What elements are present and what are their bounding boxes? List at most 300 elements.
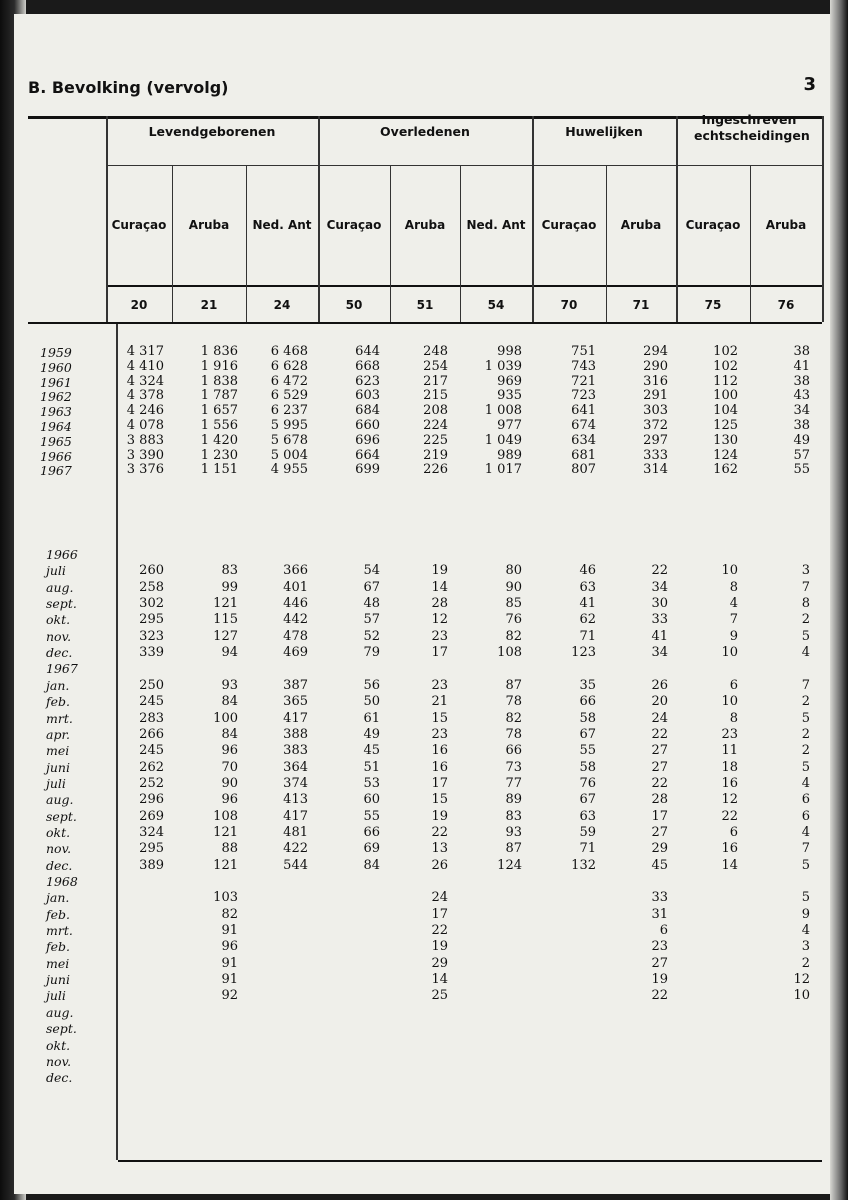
year-cell: 215 <box>423 388 448 404</box>
year-cell: 1 420 <box>200 432 238 448</box>
month-cell: 8 <box>729 710 738 726</box>
year-cell: 162 <box>713 462 738 478</box>
month-cell: 55 <box>363 808 380 824</box>
month-cell: 91 <box>221 972 238 988</box>
month-cell: 67 <box>579 792 596 808</box>
year-cell: 219 <box>423 447 448 463</box>
month-cell: 121 <box>213 824 238 840</box>
month-cell: 245 <box>139 743 164 759</box>
month-cell: 115 <box>213 612 238 628</box>
month-cell: 121 <box>213 857 238 873</box>
month-cell: 446 <box>283 596 308 612</box>
year-cell: 3 883 <box>126 432 164 448</box>
month-cell: 2 <box>801 726 810 742</box>
month-cell: 57 <box>363 612 380 628</box>
month-cell: 127 <box>213 628 238 644</box>
month-cell: 94 <box>221 645 238 661</box>
month-cell: 17 <box>431 645 448 661</box>
month-label: okt. <box>46 612 71 628</box>
month-label: okt. <box>46 1037 71 1053</box>
month-cell: 19 <box>431 939 448 955</box>
year-cell: 660 <box>355 418 380 433</box>
column-number: 75 <box>704 298 722 312</box>
month-cell: 22 <box>651 988 668 1004</box>
month-cell: 413 <box>283 792 308 808</box>
month-label: sept. <box>46 1021 77 1037</box>
year-cell: 1 151 <box>200 462 238 478</box>
month-cell: 73 <box>505 759 522 775</box>
month-cell: 302 <box>139 596 164 612</box>
month-cell: 5 <box>801 857 810 873</box>
month-cell: 5 <box>801 759 810 775</box>
month-cell: 469 <box>283 645 308 661</box>
month-cell: 9 <box>729 628 738 644</box>
group-underline <box>676 165 822 166</box>
year-cell: 217 <box>423 373 448 389</box>
month-cell: 31 <box>651 906 668 922</box>
month-cell: 66 <box>579 694 596 710</box>
month-cell: 15 <box>431 792 448 808</box>
month-cell: 2 <box>801 743 810 759</box>
month-label: sept. <box>46 596 77 612</box>
year-cell: 699 <box>355 462 380 478</box>
month-cell: 19 <box>651 972 668 988</box>
year-cell: 6 468 <box>270 344 308 359</box>
column-label: Curaçao <box>326 218 382 232</box>
month-cell: 6 <box>659 923 668 939</box>
month-cell: 58 <box>579 759 596 775</box>
month-cell: 41 <box>651 628 668 644</box>
year-cell: 290 <box>643 358 668 374</box>
month-cell: 6 <box>801 808 810 824</box>
month-cell: 7 <box>801 579 810 595</box>
month-label: apr. <box>46 726 71 742</box>
month-label: mrt. <box>46 710 73 726</box>
year-cell: 130 <box>713 432 738 448</box>
month-cell: 11 <box>721 743 738 759</box>
month-cell: 124 <box>497 857 522 873</box>
month-cell: 245 <box>139 694 164 710</box>
month-cell: 4 <box>801 775 810 791</box>
month-label: feb. <box>46 906 70 922</box>
month-cell: 41 <box>579 596 596 612</box>
month-cell: 35 <box>579 677 596 693</box>
year-cell: 124 <box>713 447 738 463</box>
year-cell: 208 <box>423 403 448 419</box>
header-bottom-rule <box>28 322 822 324</box>
month-cell: 29 <box>651 841 668 857</box>
month-label: feb. <box>46 939 70 955</box>
year-cell: 104 <box>713 403 738 419</box>
year-label: 1960 <box>40 359 72 375</box>
month-cell: 389 <box>139 857 164 873</box>
year-cell: 316 <box>643 373 668 389</box>
month-cell: 283 <box>139 710 164 726</box>
month-cell: 21 <box>431 694 448 710</box>
month-cell: 70 <box>221 759 238 775</box>
month-cell: 84 <box>363 857 380 873</box>
month-cell: 23 <box>431 677 448 693</box>
month-cell: 19 <box>431 563 448 579</box>
month-label: sept. <box>46 808 77 824</box>
month-cell: 18 <box>721 759 738 775</box>
month-cell: 69 <box>363 841 380 857</box>
month-cell: 84 <box>221 694 238 710</box>
month-cell: 262 <box>139 759 164 775</box>
month-label: jan. <box>46 677 70 693</box>
year-cell: 57 <box>793 447 810 463</box>
year-cell: 1 017 <box>484 462 522 478</box>
colnum-top-rule <box>106 285 822 287</box>
month-cell: 103 <box>213 890 238 906</box>
month-label: aug. <box>46 579 74 595</box>
month-cell: 383 <box>283 743 308 759</box>
column-label: Curaçao <box>685 218 741 232</box>
month-cell: 62 <box>579 612 596 628</box>
month-label: juli <box>46 988 66 1004</box>
year-cell: 969 <box>497 373 522 389</box>
month-cell: 366 <box>283 563 308 579</box>
column-number: 50 <box>345 298 363 312</box>
column-label: Aruba <box>188 218 230 232</box>
column-label: Curaçao <box>541 218 597 232</box>
year-cell: 674 <box>571 418 596 433</box>
year-label: 1961 <box>40 374 72 390</box>
year-cell: 102 <box>713 358 738 374</box>
month-cell: 26 <box>431 857 448 873</box>
month-cell: 17 <box>431 906 448 922</box>
month-cell: 16 <box>721 775 738 791</box>
month-cell: 387 <box>283 677 308 693</box>
month-cell: 54 <box>363 563 380 579</box>
month-cell: 66 <box>505 743 522 759</box>
column-label: Curaçao <box>111 218 167 232</box>
month-cell: 5 <box>801 628 810 644</box>
month-label: juni <box>46 972 70 988</box>
year-cell: 4 410 <box>126 358 164 374</box>
month-cell: 123 <box>571 645 596 661</box>
year-cell: 4 078 <box>126 418 164 433</box>
month-cell: 82 <box>221 906 238 922</box>
month-cell: 7 <box>729 612 738 628</box>
month-cell: 49 <box>363 726 380 742</box>
year-cell: 5 004 <box>270 447 308 463</box>
month-cell: 71 <box>579 841 596 857</box>
year-cell: 1 008 <box>484 403 522 419</box>
month-cell: 374 <box>283 775 308 791</box>
year-cell: 294 <box>643 344 668 359</box>
month-cell: 6 <box>729 677 738 693</box>
year-cell: 41 <box>793 358 810 374</box>
month-label: dec. <box>46 1070 73 1086</box>
month-cell: 295 <box>139 612 164 628</box>
month-cell: 58 <box>579 710 596 726</box>
month-cell: 56 <box>363 677 380 693</box>
month-cell: 252 <box>139 775 164 791</box>
month-cell: 87 <box>505 677 522 693</box>
month-cell: 266 <box>139 726 164 742</box>
month-cell: 365 <box>283 694 308 710</box>
month-cell: 401 <box>283 579 308 595</box>
year-cell: 1 838 <box>200 373 238 389</box>
month-cell: 15 <box>431 710 448 726</box>
month-cell: 388 <box>283 726 308 742</box>
month-cell: 23 <box>651 939 668 955</box>
group-heading: Huwelijken <box>565 124 643 139</box>
year-cell: 303 <box>643 403 668 419</box>
column-label: Aruba <box>404 218 446 232</box>
month-cell: 91 <box>221 955 238 971</box>
month-cell: 27 <box>651 759 668 775</box>
month-cell: 83 <box>505 808 522 824</box>
month-cell: 77 <box>505 775 522 791</box>
group-divider <box>822 116 824 322</box>
month-cell: 96 <box>221 792 238 808</box>
year-cell: 38 <box>793 373 810 389</box>
month-cell: 4 <box>801 923 810 939</box>
month-cell: 82 <box>505 710 522 726</box>
page-edge <box>830 0 848 1200</box>
year-cell: 6 628 <box>270 358 308 374</box>
month-cell: 79 <box>363 645 380 661</box>
year-cell: 333 <box>643 447 668 463</box>
column-number: 24 <box>273 298 291 312</box>
month-cell: 22 <box>651 563 668 579</box>
column-number: 54 <box>487 298 505 312</box>
column-label: Ned. Ant <box>252 218 312 232</box>
month-label: juli <box>46 563 66 579</box>
month-cell: 422 <box>283 841 308 857</box>
month-label: dec. <box>46 857 73 873</box>
month-cell: 7 <box>801 677 810 693</box>
month-cell: 8 <box>729 579 738 595</box>
month-cell: 34 <box>651 579 668 595</box>
year-cell: 6 472 <box>270 373 308 389</box>
month-cell: 27 <box>651 743 668 759</box>
year-label: 1963 <box>40 404 72 420</box>
month-cell: 59 <box>579 824 596 840</box>
year-cell: 1 039 <box>484 358 522 374</box>
year-cell: 38 <box>793 344 810 359</box>
month-cell: 34 <box>651 645 668 661</box>
month-cell: 323 <box>139 628 164 644</box>
month-cell: 50 <box>363 694 380 710</box>
month-cell: 20 <box>651 694 668 710</box>
month-cell: 91 <box>221 923 238 939</box>
year-cell: 1 556 <box>200 418 238 433</box>
column-number: 21 <box>200 298 218 312</box>
month-label: feb. <box>46 694 70 710</box>
month-cell: 82 <box>505 628 522 644</box>
month-cell: 55 <box>579 743 596 759</box>
year-cell: 644 <box>355 344 380 359</box>
month-cell: 17 <box>651 808 668 824</box>
year-cell: 696 <box>355 432 380 448</box>
month-cell: 339 <box>139 645 164 661</box>
month-label: 1966 <box>46 547 78 562</box>
month-cell: 295 <box>139 841 164 857</box>
month-cell: 5 <box>801 710 810 726</box>
section-title: B. Bevolking (vervolg) <box>28 78 229 97</box>
column-label: Aruba <box>620 218 662 232</box>
month-cell: 417 <box>283 710 308 726</box>
month-cell: 10 <box>793 988 810 1004</box>
year-cell: 254 <box>423 358 448 374</box>
year-cell: 5 995 <box>270 418 308 433</box>
year-cell: 664 <box>355 447 380 463</box>
month-cell: 33 <box>651 890 668 906</box>
month-cell: 88 <box>221 841 238 857</box>
month-cell: 478 <box>283 628 308 644</box>
month-cell: 63 <box>579 808 596 824</box>
year-cell: 623 <box>355 373 380 389</box>
month-cell: 63 <box>579 579 596 595</box>
month-cell: 23 <box>431 726 448 742</box>
month-cell: 76 <box>505 612 522 628</box>
month-cell: 324 <box>139 824 164 840</box>
month-cell: 96 <box>221 743 238 759</box>
month-label: nov. <box>46 628 72 644</box>
month-cell: 80 <box>505 563 522 579</box>
month-cell: 14 <box>431 972 448 988</box>
year-cell: 998 <box>497 344 522 359</box>
group-heading: Overledenen <box>380 124 470 139</box>
year-cell: 6 237 <box>270 403 308 419</box>
month-cell: 87 <box>505 841 522 857</box>
month-cell: 100 <box>213 710 238 726</box>
month-cell: 45 <box>651 857 668 873</box>
month-cell: 52 <box>363 628 380 644</box>
year-cell: 125 <box>713 418 738 433</box>
year-cell: 224 <box>423 418 448 433</box>
month-label: aug. <box>46 1004 74 1020</box>
year-cell: 681 <box>571 447 596 463</box>
month-cell: 10 <box>721 563 738 579</box>
month-cell: 83 <box>221 563 238 579</box>
month-cell: 3 <box>801 563 810 579</box>
month-cell: 27 <box>651 955 668 971</box>
year-cell: 3 390 <box>126 447 164 463</box>
group-heading: Levendgeborenen <box>148 124 276 139</box>
month-cell: 481 <box>283 824 308 840</box>
month-cell: 4 <box>729 596 738 612</box>
year-cell: 297 <box>643 432 668 448</box>
month-cell: 99 <box>221 579 238 595</box>
month-cell: 45 <box>363 743 380 759</box>
month-cell: 60 <box>363 792 380 808</box>
month-label: dec. <box>46 645 73 661</box>
year-cell: 4 324 <box>126 373 164 389</box>
month-cell: 9 <box>801 906 810 922</box>
month-cell: 28 <box>651 792 668 808</box>
year-cell: 43 <box>793 388 810 404</box>
month-cell: 16 <box>431 759 448 775</box>
month-cell: 260 <box>139 563 164 579</box>
month-cell: 258 <box>139 579 164 595</box>
month-cell: 33 <box>651 612 668 628</box>
month-cell: 51 <box>363 759 380 775</box>
month-label: 1967 <box>46 661 78 677</box>
year-label: 1964 <box>40 419 72 434</box>
group-underline <box>106 165 318 166</box>
month-cell: 2 <box>801 955 810 971</box>
month-cell: 6 <box>729 824 738 840</box>
year-cell: 1 916 <box>200 358 238 374</box>
column-number: 20 <box>130 298 148 312</box>
month-cell: 22 <box>431 923 448 939</box>
month-cell: 108 <box>213 808 238 824</box>
month-cell: 19 <box>431 808 448 824</box>
year-cell: 1 657 <box>200 403 238 419</box>
year-cell: 684 <box>355 403 380 419</box>
month-cell: 90 <box>221 775 238 791</box>
year-cell: 49 <box>793 432 810 448</box>
year-cell: 38 <box>793 418 810 433</box>
group-underline <box>532 165 676 166</box>
month-cell: 12 <box>793 972 810 988</box>
month-cell: 14 <box>431 579 448 595</box>
month-label: 1968 <box>46 874 78 889</box>
year-cell: 4 246 <box>126 403 164 419</box>
month-cell: 23 <box>721 726 738 742</box>
month-cell: 90 <box>505 579 522 595</box>
month-cell: 25 <box>431 988 448 1004</box>
month-cell: 66 <box>363 824 380 840</box>
month-cell: 89 <box>505 792 522 808</box>
year-cell: 641 <box>571 403 596 419</box>
year-label: 1959 <box>40 345 72 360</box>
month-cell: 22 <box>651 775 668 791</box>
group-heading: Ingeschreven echtscheidingen <box>694 112 810 143</box>
year-cell: 668 <box>355 358 380 374</box>
month-cell: 108 <box>497 645 522 661</box>
month-cell: 12 <box>721 792 738 808</box>
month-cell: 442 <box>283 612 308 628</box>
month-label: aug. <box>46 792 74 808</box>
month-cell: 22 <box>651 726 668 742</box>
month-cell: 250 <box>139 677 164 693</box>
month-cell: 13 <box>431 841 448 857</box>
month-cell: 85 <box>505 596 522 612</box>
year-label: 1966 <box>40 448 72 464</box>
month-cell: 27 <box>651 824 668 840</box>
month-cell: 3 <box>801 939 810 955</box>
year-cell: 721 <box>571 373 596 389</box>
year-label: 1962 <box>40 389 72 405</box>
footer-rule <box>118 1160 822 1162</box>
month-cell: 46 <box>579 563 596 579</box>
month-cell: 4 <box>801 824 810 840</box>
year-cell: 5 678 <box>270 432 308 448</box>
month-cell: 53 <box>363 775 380 791</box>
month-cell: 30 <box>651 596 668 612</box>
year-cell: 935 <box>497 388 522 404</box>
year-cell: 603 <box>355 388 380 404</box>
group-underline <box>318 165 532 166</box>
month-cell: 22 <box>431 824 448 840</box>
month-label: jan. <box>46 890 70 906</box>
page-number: 3 <box>803 74 816 95</box>
year-cell: 4 955 <box>270 462 308 478</box>
month-label: mrt. <box>46 923 73 939</box>
column-number: 76 <box>777 298 795 312</box>
year-cell: 723 <box>571 388 596 404</box>
year-label: 1967 <box>40 463 72 479</box>
column-label: Ned. Ant <box>466 218 526 232</box>
year-cell: 6 529 <box>270 388 308 404</box>
month-cell: 132 <box>571 857 596 873</box>
month-cell: 24 <box>651 710 668 726</box>
